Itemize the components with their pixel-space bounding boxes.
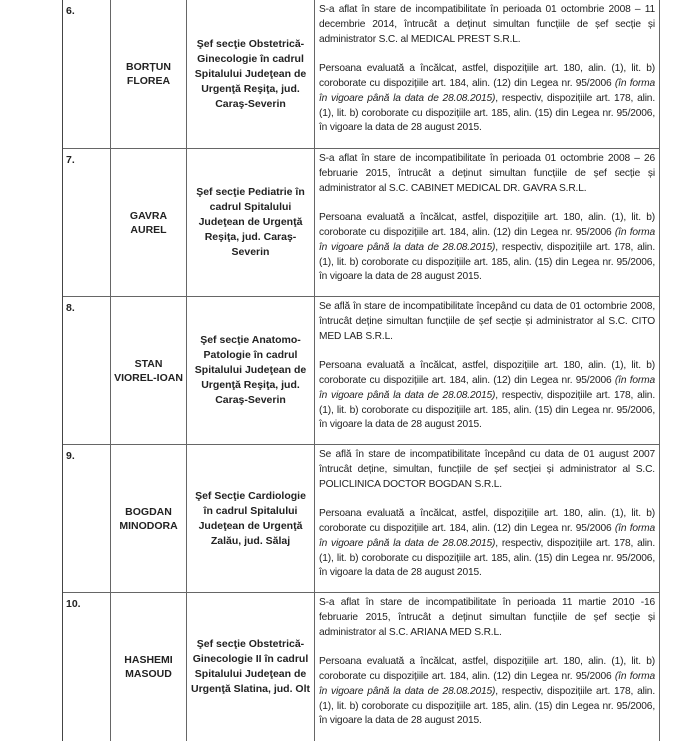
description-cell bbox=[315, 593, 660, 741]
position-cell bbox=[187, 297, 315, 444]
legal-paragraph bbox=[319, 62, 655, 136]
legal-italic-note: (în forma în vigoare până la data de 28.08.2015) bbox=[319, 522, 655, 549]
position-text: Şef secţie Obstetrică-Ginecologie II în cadrul Spitalului Judeţean de Urgenţă Slatina, jud. Olt bbox=[190, 638, 310, 695]
person-name: BORȚUN FLOREA bbox=[126, 61, 171, 87]
legal-text: , respectiv, dispozițiile art. 178, alin. (1), lit. b) coroborate cu dispozițiile art. 185, alin. (15) din Legea nr. 95/2006, în vigoare la data de 28 august 2015. bbox=[319, 92, 656, 134]
person-name: GAVRA AUREL bbox=[129, 209, 168, 236]
person-name: BOGDAN MINODORA bbox=[119, 505, 178, 532]
row-number: 6. bbox=[66, 5, 75, 17]
table-row bbox=[63, 593, 660, 741]
row-number-cell bbox=[63, 593, 111, 741]
legal-text: Persoana evaluată a încălcat, astfel, dispozițiile art. 180, alin. (1), lit. b) coroborate cu dispozițiile art. 184, alin. (12) din Legea nr. 95/2006 bbox=[319, 63, 655, 89]
person-name: HASHEMI MASOUD bbox=[124, 654, 173, 680]
legal-italic-note: (în forma în vigoare până la data de 28.08.2015) bbox=[319, 226, 655, 253]
legal-text: , respectiv, dispozițiile art. 178, alin. (1), lit. b) coroborate cu dispozițiile art. 185, alin. (15) din Legea nr. 95/2006, în vigoare la data de 28 august 2015. bbox=[319, 389, 656, 431]
description-cell bbox=[315, 149, 660, 296]
legal-text: , respectiv, dispozițiile art. 178, alin. (1), lit. b) coroborate cu dispozițiile art. 185, alin. (15) din Legea nr. 95/2006, în vigoare la data de 28 august 2015. bbox=[319, 537, 656, 579]
legal-paragraph bbox=[319, 507, 655, 581]
row-number-cell bbox=[63, 297, 111, 444]
position-cell bbox=[187, 0, 315, 148]
row-number-cell bbox=[63, 445, 111, 592]
legal-italic-note: (în forma în vigoare până la data de 28.08.2015) bbox=[319, 77, 655, 104]
table-row bbox=[63, 0, 660, 149]
legal-text: , respectiv, dispozițiile art. 178, alin. (1), lit. b) coroborate cu dispozițiile art. 185, alin. (15) din Legea nr. 95/2006, în vigoare la data de 28 august 2015. bbox=[319, 685, 656, 727]
legal-paragraph bbox=[319, 655, 655, 729]
table-row bbox=[63, 297, 660, 445]
position-text: Şef secţie Pediatrie în cadrul Spitalului Judeţean de Urgenţă Reşiţa, jud. Caraş-Severin bbox=[196, 186, 305, 258]
row-number: 10. bbox=[66, 598, 81, 610]
row-number: 8. bbox=[66, 302, 75, 314]
legal-text: Persoana evaluată a încălcat, astfel, dispozițiile art. 180, alin. (1), lit. b) coroborate cu dispozițiile art. 184, alin. (12) din Legea nr. 95/2006 bbox=[319, 360, 655, 386]
position-cell bbox=[187, 445, 315, 592]
description-paragraph: S-a aflat în stare de incompatibilitate în perioada 11 martie 2010 -16 februarie 2015, întrucât a deținut simultan funcțiile de șef secție și administrator al S.C. ARIANA MED S.R.L. bbox=[319, 597, 655, 638]
person-name-cell bbox=[111, 149, 187, 296]
table-row bbox=[63, 445, 660, 593]
description-cell bbox=[315, 297, 660, 444]
description-paragraph: Se află în stare de incompatibilitate începând cu data de 01 octombrie 2008, întrucât deține simultan funcțiile de șef secție și administrator al S.C. CITO MED LAB S.R.L. bbox=[319, 301, 655, 342]
row-number-cell bbox=[63, 149, 111, 296]
legal-italic-note: (în forma în vigoare până la data de 28.08.2015) bbox=[319, 670, 655, 697]
person-name-cell bbox=[111, 593, 187, 741]
position-text: Şef secţie Obstetrică-Ginecologie în cadrul Spitalului Judeţean de Urgenţă Reşiţa, jud. Caraş-Severin bbox=[194, 37, 307, 110]
position-text: Şef Secţie Cardiologie în cadrul Spitalului Judeţean de Urgenţă Zalău, jud. Sălaj bbox=[195, 489, 306, 547]
position-cell bbox=[187, 593, 315, 741]
person-name-cell bbox=[111, 297, 187, 444]
legal-text: , respectiv, dispozițiile art. 178, alin. (1), lit. b) coroborate cu dispozițiile art. 185, alin. (15) din Legea nr. 95/2006, în vigoare la data de 28 august 2015. bbox=[319, 241, 656, 283]
position-cell bbox=[187, 149, 315, 296]
description-cell bbox=[315, 445, 660, 592]
person-name-cell bbox=[111, 445, 187, 592]
person-name: STAN VIOREL-IOAN bbox=[114, 357, 183, 384]
person-name-cell bbox=[111, 0, 187, 148]
legal-paragraph bbox=[319, 211, 655, 285]
legal-paragraph bbox=[319, 359, 655, 433]
description-paragraph: S-a aflat în stare de incompatibilitate în perioada 01 octombrie 2008 – 26 februarie 2015, întrucât a deținut simultan funcțiile de șef secție și administrator al S.C. CABINET MEDICAL DR. GAVRA S.R.L. bbox=[319, 153, 655, 194]
row-number-cell bbox=[63, 0, 111, 148]
description-cell bbox=[315, 0, 660, 148]
legal-text: Persoana evaluată a încălcat, astfel, dispozițiile art. 180, alin. (1), lit. b) coroborate cu dispozițiile art. 184, alin. (12) din Legea nr. 95/2006 bbox=[319, 508, 655, 534]
legal-italic-note: (în forma în vigoare până la data de 28.08.2015) bbox=[319, 374, 655, 401]
incompatibility-table bbox=[62, 0, 660, 741]
description-paragraph: Se află în stare de incompatibilitate începând cu data de 01 august 2007 întrucât deține, simultan, funcțiile de șef secției și administrator al S.C. POLICLINICA DOCTOR BOGDAN S.R.L. bbox=[319, 449, 655, 490]
position-text: Şef secţie Anatomo-Patologie în cadrul Spitalului Judeţean de Urgenţă Reşiţa, jud. Caraş-Severin bbox=[194, 334, 307, 406]
table-row bbox=[63, 149, 660, 297]
row-number: 7. bbox=[66, 154, 75, 166]
row-number: 9. bbox=[66, 450, 75, 462]
legal-text: Persoana evaluată a încălcat, astfel, dispozițiile art. 180, alin. (1), lit. b) coroborate cu dispozițiile art. 184, alin. (12) din Legea nr. 95/2006 bbox=[319, 212, 655, 238]
description-paragraph: S-a aflat în stare de incompatibilitate în perioada 01 octombrie 2008 – 11 decembrie 2014, întrucât a deținut simultan funcțiile de șef secție și administrator S.C. al MEDICAL PREST S.R.L. bbox=[319, 4, 655, 45]
legal-text: Persoana evaluată a încălcat, astfel, dispozițiile art. 180, alin. (1), lit. b) coroborate cu dispozițiile art. 184, alin. (12) din Legea nr. 95/2006 bbox=[319, 656, 655, 682]
